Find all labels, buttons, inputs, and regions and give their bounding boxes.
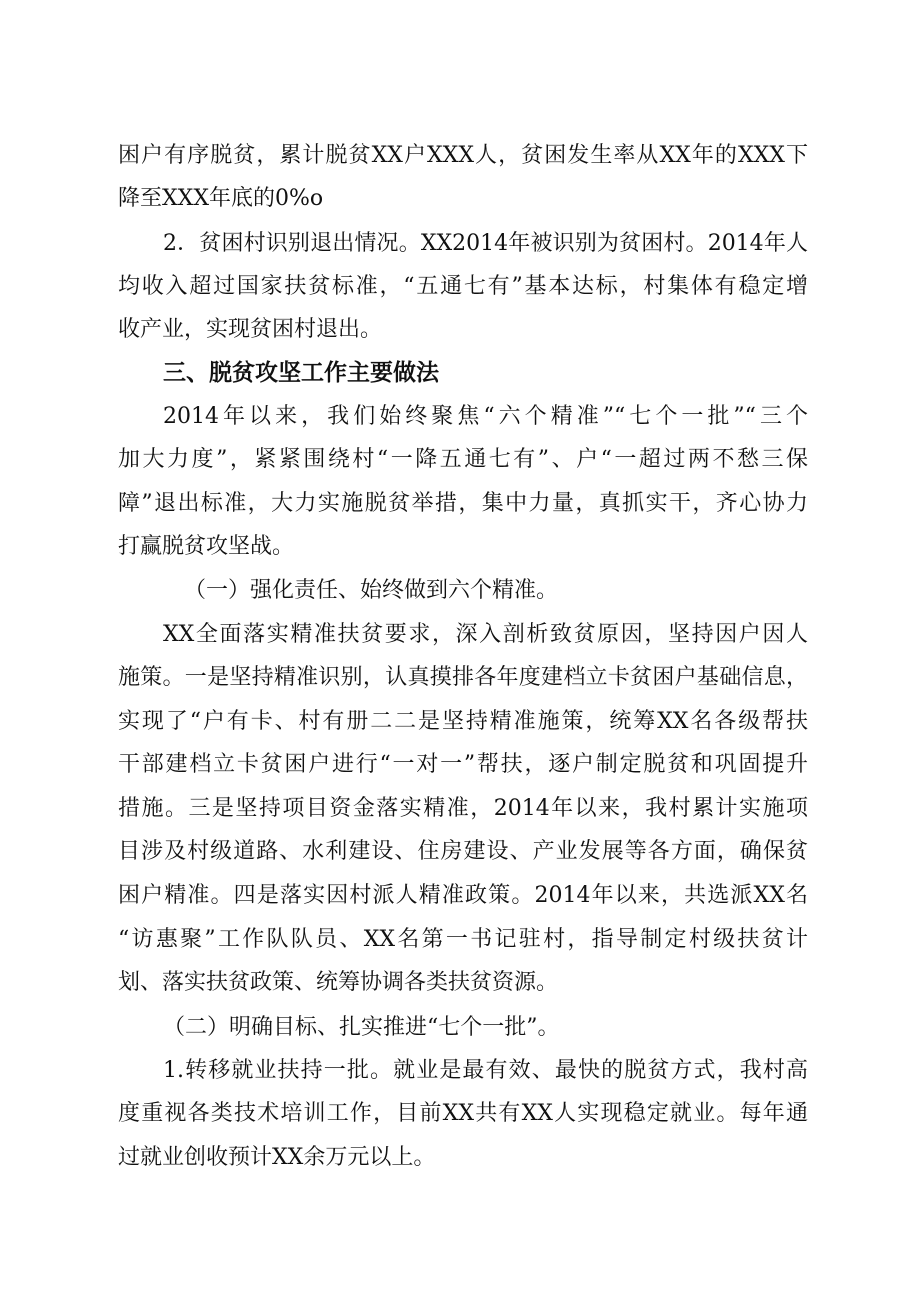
paragraph-line: 打赢脱贫攻坚战。 xyxy=(118,534,295,559)
paragraph-line: 加大力度”，紧紧围绕村“一降五通七有”、户“一超过两不愁三保 xyxy=(118,447,808,472)
subsection-heading: （二）明确目标、扎实推进“七个一批”。 xyxy=(163,1015,560,1040)
paragraph-line: 降至XXX年底的0%o xyxy=(118,186,324,211)
paragraph-line: 过就业创收预计XX余万元以上。 xyxy=(118,1145,436,1170)
paragraph-line: XX全面落实精准扶贫要求，深入剖析致贫原因，坚持因户因人 xyxy=(163,622,808,647)
paragraph-line: 障”退出标准，大力实施脱贫举措，集中力量，真抓实干，齐心协力 xyxy=(118,491,808,516)
paragraph-line: “访惠聚”工作队队员、XX名第一书记驻村，指导制定村级扶贫计 xyxy=(118,927,808,952)
paragraph-line: 1.转移就业扶持一批。就业是最有效、最快的脱贫方式，我村高 xyxy=(163,1058,808,1083)
paragraph-line: 度重视各类技术培训工作，目前XX共有XX人实现稳定就业。每年通 xyxy=(118,1101,808,1126)
paragraph-line: 目涉及村级道路、水利建设、住房建设、产业发展等各方面，确保贫 xyxy=(118,839,808,864)
paragraph-line: 困户有序脱贫，累计脱贫XX户XXX人，贫困发生率从XX年的XXX下 xyxy=(118,143,808,168)
subsection-heading: （一）强化责任、始终做到六个精准。 xyxy=(184,578,559,603)
paragraph-line: 均收入超过国家扶贫标准，“五通七有”基本达标，村集体有稳定增 xyxy=(118,274,808,299)
section-heading: 三、脱贫攻坚工作主要做法 xyxy=(163,360,439,386)
paragraph-line: 施策。一是坚持精准识别，认真摸排各年度建档立卡贫困户基础信息， xyxy=(118,665,808,690)
paragraph-line: 措施。三是坚持项目资金落实精准，2014年以来，我村累计实施项 xyxy=(118,796,808,821)
paragraph-line: 2．贫困村识别退出情况。XX2014年被识别为贫困村。2014年人 xyxy=(163,231,808,256)
paragraph-line: 2014年以来，我们始终聚焦“六个精准”“七个一批”“三个 xyxy=(163,404,808,429)
paragraph-line: 划、落实扶贫政策、统筹协调各类扶贫资源。 xyxy=(118,970,559,995)
paragraph-line: 收产业，实现贫困村退出。 xyxy=(118,317,383,342)
paragraph-line: 实现了“户有卡、村有册二二是坚持精准施策，统筹XX名各级帮扶 xyxy=(118,709,808,734)
paragraph-line: 干部建档立卡贫困户进行“一对一”帮扶，逐户制定脱贫和巩固提升 xyxy=(118,752,808,777)
paragraph-line: 困户精准。四是落实因村派人精准政策。2014年以来，共选派XX名 xyxy=(118,883,808,908)
